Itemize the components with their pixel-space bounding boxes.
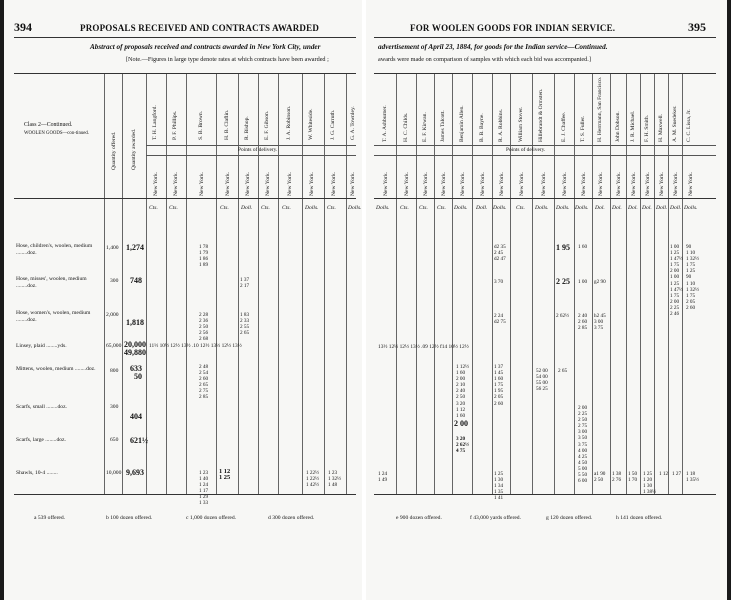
bid-values: 1 23 1 40 1 24 1 17 1 29 1 33 (199, 470, 209, 507)
footnote: a 539 offered. (34, 515, 66, 521)
bidder-name: J. G. Carruth. (330, 109, 336, 140)
delivery-label: New York. (331, 171, 337, 196)
qty-awarded-header: Quantity awarded. (131, 128, 137, 170)
bid-values: d2 35 2 45 d2 47 (494, 244, 506, 263)
bidder-name: H. Maxwell. (658, 113, 664, 142)
item-mittens: Mittens, woolen, medium ........doz. (16, 366, 96, 372)
unit-label: Dolls. (684, 205, 698, 211)
qty-offered: 800 (110, 368, 119, 374)
qty-offered: 1,400 (106, 245, 119, 251)
left-page (0, 0, 365, 600)
delivery-label: New York. (562, 171, 568, 196)
rule (416, 74, 417, 494)
rule (186, 74, 187, 494)
bidder-name: Hillebrandt & Ormsten. (538, 88, 544, 142)
unit-label: Cts. (220, 205, 229, 211)
qty-offered: 650 (110, 437, 119, 443)
bid-values: 1 37 1 45 1 60 1 75 1 95 2 05 2 60 (494, 364, 504, 407)
unit-label: Cts. (282, 205, 291, 211)
delivery-label: New York. (383, 171, 389, 196)
delivery-label: New York. (245, 171, 251, 196)
bid-values: 1 23 1 32½ 1 48 (328, 470, 341, 489)
rule (554, 74, 555, 494)
bidder-name: William Stover. (518, 106, 524, 142)
footnote: c 1,000 dozen offered. (186, 515, 237, 521)
bidder-name: J. A. Robinson. (286, 105, 292, 140)
right-running-head: FOR WOOLEN GOODS FOR INDIAN SERVICE. (410, 23, 616, 33)
item-scarfs-small: Scarfs, small ........doz. (16, 404, 67, 410)
rule (492, 74, 493, 494)
bid-values: 1 83 2 33 2 55 2 65 (240, 312, 250, 337)
bid-values: 1 12½ 1 60 2 00 2 10 2 40 2 50 3 20 1 12 1 60 (456, 364, 469, 419)
qty-offered-header: Quantity offered. (111, 131, 117, 170)
qty-awarded: 20,000 (124, 340, 146, 349)
rule (146, 145, 356, 146)
rule (216, 74, 217, 494)
rule (610, 74, 611, 494)
bidder-name: H. Herrmann, San Francisco. (597, 76, 603, 142)
rule (396, 74, 397, 494)
rule (166, 74, 167, 494)
delivery-label: New York. (265, 171, 271, 196)
bid-values: 1 18 1 35½ (686, 471, 699, 484)
bidder-name: H. C. Childs. (403, 112, 409, 142)
unit-label: Cts. (327, 205, 336, 211)
bid-values: 1 00 1 25 1 47½ 1 75 2 00 1 00 1 25 1 47½ 1 75 2 00 2 25 2 46 (670, 244, 683, 318)
bid-values: 1 22½ 1 22½ 1 42½ (306, 470, 319, 489)
qty-awarded: 1,274 (126, 243, 144, 252)
right-table-top-rule (374, 73, 716, 74)
left-subtitle: Abstract of proposals received and contracts awarded in New York City, under (90, 43, 321, 51)
bidder-name: S. B. Brown. (198, 110, 204, 140)
left-head-rule (14, 37, 356, 38)
unit-label: Dol. (595, 205, 605, 211)
bidder-name: James Talcott. (440, 110, 446, 142)
right-page-edge (727, 0, 731, 600)
rule (532, 74, 533, 494)
delivery-label: New York. (309, 171, 315, 196)
footnote: d 300 dozen offered. (268, 515, 315, 521)
points-of-delivery-label: Points of delivery. (238, 147, 278, 153)
delivery-label: New York. (673, 171, 679, 196)
bid-values: 1 00 (578, 279, 588, 285)
rule (472, 74, 473, 494)
unit-label: Dol. (642, 205, 652, 211)
points-of-delivery-label: Points of delivery. (506, 147, 546, 153)
bidder-name: A. M. Suedeker. (672, 105, 678, 142)
rule (510, 74, 511, 494)
awarded-bid: 2 25 (556, 277, 570, 286)
bid-values: 3 70 (494, 279, 504, 285)
left-page-edge (0, 0, 4, 600)
bid-values: 1 25 1 30 1 34 1 35 1 41 (494, 471, 504, 502)
delivery-label: New York. (480, 171, 486, 196)
unit-label: Doll. (670, 205, 682, 211)
rule (574, 74, 575, 494)
delivery-label: New York. (287, 171, 293, 196)
bidder-name: R. Bishop. (244, 116, 250, 140)
item-hose-misses: Hose, misses', woolen, medium ........doz. (16, 276, 87, 289)
bid-values: 2 40 2 60 2 85 (578, 313, 588, 332)
bidder-name: G. A. Townley. (350, 106, 356, 140)
bid-values: a1 90 2 50 (594, 471, 606, 484)
rule (14, 494, 356, 495)
delivery-label: New York. (519, 171, 525, 196)
delivery-label: New York. (404, 171, 410, 196)
qty-offered: 300 (110, 278, 119, 284)
unit-label: Dolls. (535, 205, 549, 211)
bidder-name: P. F. Phillips. (172, 110, 178, 140)
bid-values: 2 24 d2 75 (494, 313, 506, 326)
rule (654, 74, 655, 494)
rule (238, 74, 239, 494)
qty-awarded: 50 (134, 372, 142, 381)
left-running-head: PROPOSALS RECEIVED AND CONTRACTS AWARDED (80, 23, 320, 33)
qty-awarded: 1,818 (126, 318, 144, 327)
rule (452, 74, 453, 494)
unit-label: Cts. (261, 205, 270, 211)
delivery-label: New York. (441, 171, 447, 196)
rule (146, 155, 356, 156)
qty-awarded: 633 (130, 364, 142, 373)
footnote: h 141 dozen offered. (616, 515, 663, 521)
qty-awarded: 49,880 (124, 348, 146, 357)
bid-values: 1 50 1 70 (628, 471, 638, 484)
rule (146, 74, 147, 494)
unit-label: Doll. (241, 205, 253, 211)
delivery-label: New York. (225, 171, 231, 196)
footnote: f 43,000 yards offered. (470, 515, 522, 521)
unit-label: Dolls. (556, 205, 570, 211)
bid-values: 2 00 2 25 2 50 2 75 3 00 3 50 3 75 4 00 4 25 4 50 5 00 5 50 6 00 (578, 405, 588, 485)
bidder-name: H. B. Claflin. (224, 109, 230, 140)
delivery-label: New York. (499, 171, 505, 196)
rule (592, 74, 593, 494)
right-page-number: 395 (688, 20, 706, 34)
class-subheading: WOOLEN GOODS—con-tinued. (24, 131, 90, 136)
bid-values: 1 27 (672, 471, 682, 477)
bidder-name: T. H. Langford. (152, 105, 158, 140)
bidder-name: R. A. Robbins. (498, 108, 504, 142)
unit-label: Dolls. (575, 205, 589, 211)
bidder-name: E. F. Gibson. (264, 110, 270, 140)
qty-awarded: 9,693 (126, 468, 144, 477)
rule (278, 74, 279, 494)
delivery-label: New York. (688, 171, 694, 196)
unit-label: Cts. (149, 205, 158, 211)
unit-label: Cts. (516, 205, 525, 211)
delivery-label: New York. (581, 171, 587, 196)
right-page (366, 0, 731, 600)
delivery-label: New York. (616, 171, 622, 196)
left-note: [Note.—Figures in large type denote rates at which contracts have been awarded ; (126, 56, 329, 63)
class-heading: Class 2—Continued. (24, 122, 73, 128)
qty-offered: 65,000 (106, 343, 122, 349)
bid-values: 1 12 1 25 (219, 468, 231, 482)
delivery-label: New York. (350, 171, 356, 196)
qty-awarded: 621½ (130, 436, 148, 445)
footnote: b 100 dozen offered. (106, 515, 153, 521)
bid-values: 3 20 2 62½ 4 75 (456, 436, 469, 455)
bidder-name: John Dobson. (615, 111, 621, 142)
qty-offered: 300 (110, 404, 119, 410)
unit-label: Cts. (419, 205, 428, 211)
unit-label: Cts. (437, 205, 446, 211)
delivery-label: New York. (423, 171, 429, 196)
delivery-label: New York. (153, 171, 159, 196)
rule (434, 74, 435, 494)
unit-label: Dolls. (305, 205, 319, 211)
rule (626, 74, 627, 494)
bid-values: 2 65 (558, 368, 568, 374)
unit-label: Dolls. (493, 205, 507, 211)
unit-label: Dol. (628, 205, 638, 211)
item-linsey: Linsey, plaid ........yds. (16, 343, 67, 349)
footnote: e 900 dozen offered. (396, 515, 442, 521)
rule (122, 74, 123, 494)
bidder-name: B. B. Bayne. (479, 113, 485, 142)
bid-values: 1 78 1 79 1 86 1 89 (199, 244, 209, 269)
item-hose-children: Hose, children's, woolen, medium ........doz. (16, 243, 93, 256)
rule (104, 74, 105, 494)
unit-label: Dolls. (376, 205, 390, 211)
awarded-bid: 1 95 (556, 243, 570, 252)
bid-values: g2 90 (594, 279, 606, 285)
right-subtitle: advertisement of April 23, 1884, for goods for the Indian service—Continued. (378, 43, 608, 51)
item-shawls: Shawls, 10-4 ........ (16, 470, 58, 476)
delivery-label: New York. (199, 171, 205, 196)
delivery-label: New York. (173, 171, 179, 196)
unit-label: Cts. (400, 205, 409, 211)
rule (668, 74, 669, 494)
bidder-name: T. S. Fuller. (580, 115, 586, 142)
bidder-name: W. Whiteside. (308, 108, 314, 140)
bidder-name: J. R. Michael. (630, 110, 636, 142)
bidder-name: T. A. Ashburner. (382, 105, 388, 142)
item-scarfs-large: Scarfs, large ........doz. (16, 437, 66, 443)
bid-values: 1 60 (578, 244, 588, 250)
delivery-label: New York. (631, 171, 637, 196)
unit-label: Doll. (656, 205, 668, 211)
delivery-label: New York. (645, 171, 651, 196)
bid-values: h2 45 3 00 3 75 (594, 313, 606, 332)
bid-values-row: 11½ 10½ 12½ 13½ .10 12½ 13½ 12½ 13½ (149, 343, 242, 349)
bidder-name: C. C. Lissa, Jr. (686, 109, 692, 142)
item-hose-women: Hose, women's, woolen, medium ........doz. (16, 310, 91, 323)
bid-values: 1 37 2 17 (240, 277, 250, 290)
delivery-label: New York. (460, 171, 466, 196)
delivery-label: New York. (659, 171, 665, 196)
unit-label: Dolls. (454, 205, 468, 211)
bid-values: 1 24 1 49 (378, 471, 388, 484)
bidder-name: Benjamin Allen. (459, 105, 465, 142)
rule (324, 74, 325, 494)
left-table-top-rule (14, 73, 356, 74)
bid-values: 2 28 2 36 2 50 2 56 2 68 (199, 312, 209, 343)
bid-values-row: 13½ 12½ 12½ 13½ .09 12½ f14 10½ 12½ (378, 344, 469, 350)
left-page-number: 394 (14, 20, 32, 34)
bid-values: 1 25 1 20 1 30 1 38½ (643, 471, 656, 496)
rule (14, 198, 356, 199)
bid-values: 2 62½ (556, 313, 569, 319)
unit-label: Dol. (612, 205, 622, 211)
awarded-bid: 2 00 (454, 419, 468, 428)
unit-label: Cts. (169, 205, 178, 211)
bidder-name: E. J. Chaffee. (561, 111, 567, 142)
bid-values: 52 00 54 00 55 00 56 25 (536, 368, 548, 393)
bidder-name: F. H. Smith. (644, 114, 650, 142)
right-note: awards were made on comparison of samples with which each bid was accompanied.] (378, 56, 591, 63)
bid-values: 1 38 2 76 (612, 471, 622, 484)
rule (374, 198, 716, 199)
rule (302, 74, 303, 494)
rule (346, 74, 347, 494)
delivery-label: New York. (541, 171, 547, 196)
qty-awarded: 404 (130, 412, 142, 421)
bid-values: 2 48 2 54 2 60 2 65 2 75 2 85 (199, 364, 209, 401)
rule (640, 74, 641, 494)
unit-label: Dolls. (348, 205, 362, 211)
rule (374, 494, 716, 495)
qty-offered: 2,000 (106, 312, 119, 318)
qty-offered: 10,000 (106, 470, 122, 476)
bid-values: 90 1 10 1 32½ 1 75 1 25 90 1 10 1 32½ 1 75 2 05 2 60 (686, 244, 699, 311)
bid-values: 1 12 (659, 471, 669, 477)
unit-label: Doll. (476, 205, 488, 211)
rule (374, 145, 716, 146)
right-head-rule (374, 37, 716, 38)
rule (374, 155, 716, 156)
bidder-name: E. F. Kirwan. (422, 112, 428, 142)
rule (258, 74, 259, 494)
delivery-label: New York. (598, 171, 604, 196)
footnote: g 120 dozen offered. (546, 515, 593, 521)
qty-awarded: 748 (130, 276, 142, 285)
